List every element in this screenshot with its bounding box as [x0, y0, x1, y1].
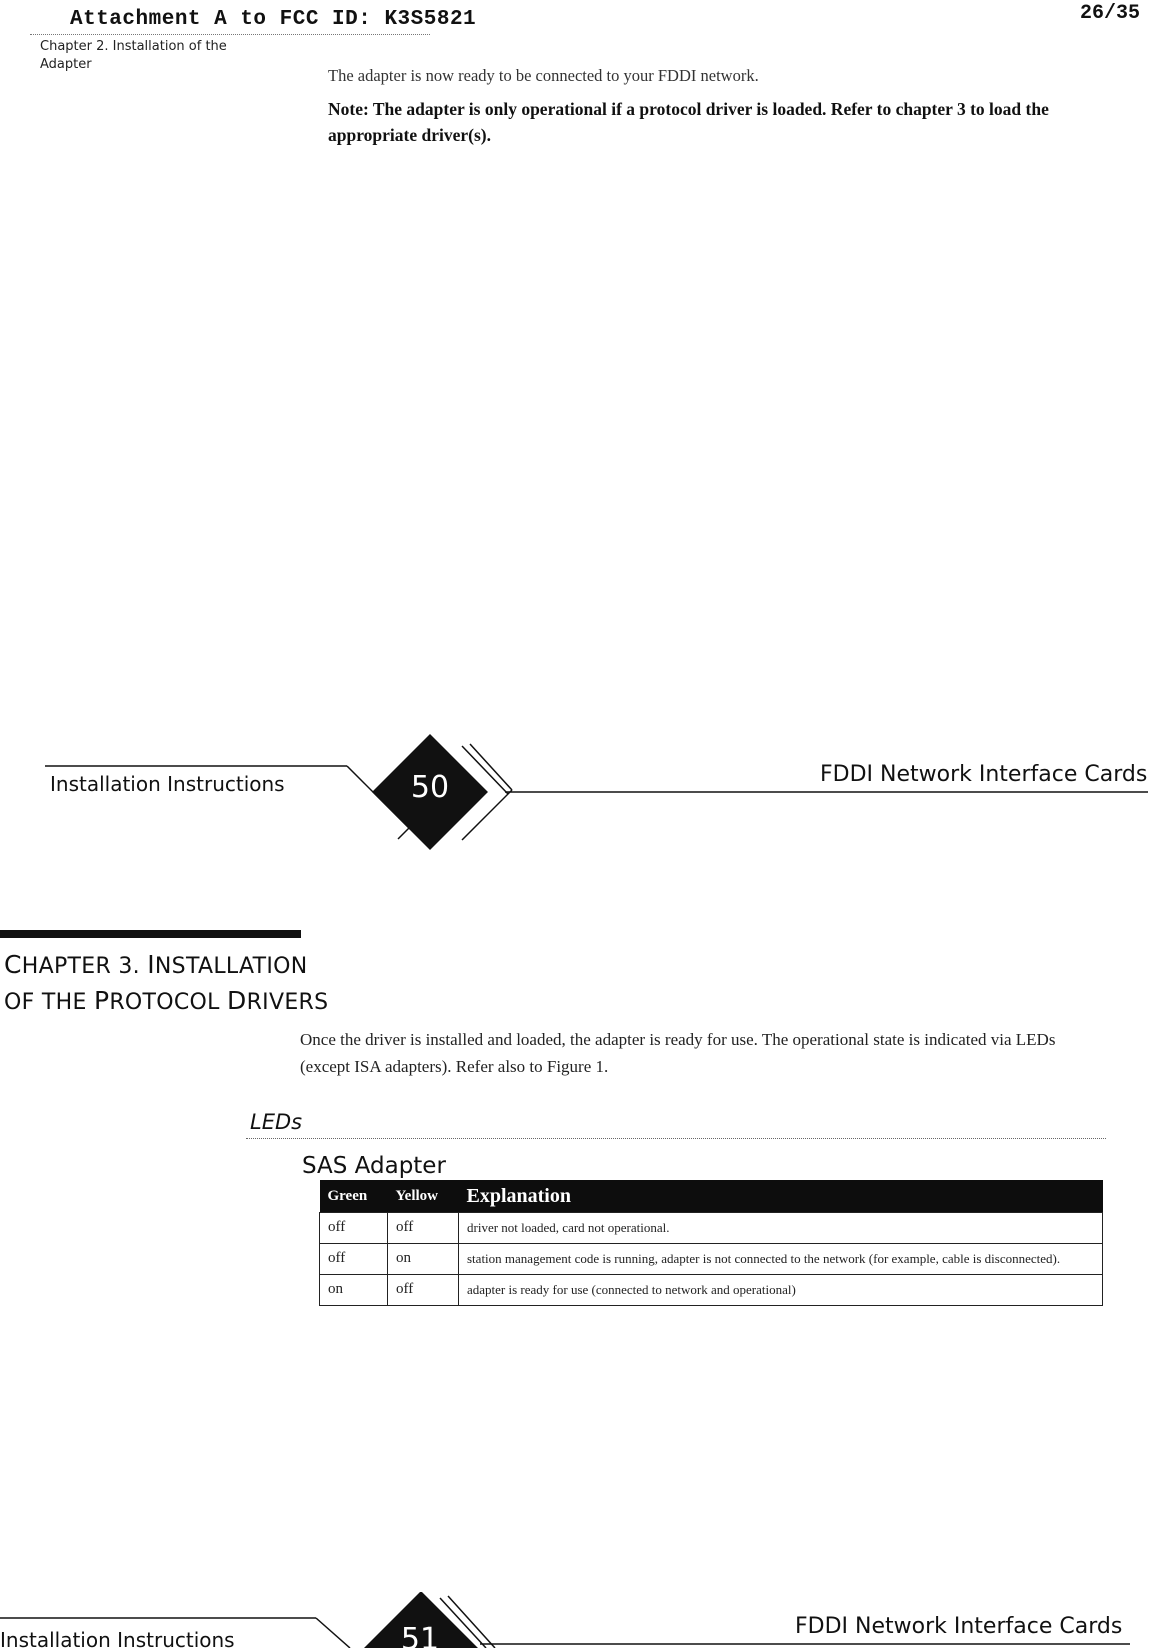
header-green: Green	[320, 1180, 388, 1213]
chapter-title-line-1: CHAPTER 3. INSTALLATION	[4, 950, 308, 979]
cell-yellow: off	[388, 1213, 459, 1244]
footer-page-50	[0, 740, 1150, 850]
page-number-51: 51	[400, 1622, 440, 1648]
footer-product-label: FDDI Network Interface Cards	[820, 762, 1148, 787]
footer-installation-label: Installation Instructions	[50, 772, 285, 796]
adapter-ready-text: The adapter is now ready to be connected to your FDDI network.	[328, 66, 759, 85]
header-explanation: Explanation	[459, 1180, 1103, 1213]
leds-heading: LEDs	[250, 1110, 303, 1134]
cell-explanation: station management code is running, adapter is not connected to the network (for example, cable is disconnected).	[459, 1244, 1103, 1275]
cell-yellow: off	[388, 1275, 459, 1306]
sas-adapter-heading: SAS Adapter	[302, 1153, 446, 1179]
leds-dotted-rule	[246, 1138, 1106, 1139]
led-status-table	[319, 1180, 1103, 1306]
page-number-50: 50	[410, 770, 450, 805]
cell-green: on	[320, 1275, 388, 1306]
table-row	[320, 1244, 1103, 1275]
footer-installation-label: Installation Instructions	[0, 1628, 235, 1648]
attachment-title: Attachment A to FCC ID: K3S5821	[70, 8, 477, 31]
cell-green: off	[320, 1213, 388, 1244]
intro-paragraph: Once the driver is installed and loaded, the adapter is ready for use. The operational state is indicated via LEDs (except ISA adapters). Refer also to Figure 1.	[300, 1030, 1056, 1076]
page-count: 26/35	[1079, 2, 1140, 25]
chapter-bar	[0, 930, 301, 938]
header-dotted-rule	[30, 34, 430, 35]
cell-yellow: on	[388, 1244, 459, 1275]
cell-explanation: adapter is ready for use (connected to network and operational)	[459, 1275, 1103, 1306]
driver-note: Note: The adapter is only operational if a protocol driver is loaded. Refer to chapter 3 to load the appropriate driver(s).	[328, 99, 1049, 145]
footer-product-label: FDDI Network Interface Cards	[795, 1614, 1123, 1639]
chapter-reference: Chapter 2. Installation of the Adapter	[40, 39, 227, 72]
cell-green: off	[320, 1244, 388, 1275]
footer-page-51	[0, 1592, 1150, 1648]
table-row	[320, 1213, 1103, 1244]
cell-explanation: driver not loaded, card not operational.	[459, 1213, 1103, 1244]
table-row	[320, 1275, 1103, 1306]
table-header-row	[320, 1180, 1103, 1213]
chapter-title-line-2: OF THE PROTOCOL DRIVERS	[4, 986, 329, 1015]
header-yellow: Yellow	[388, 1180, 459, 1213]
